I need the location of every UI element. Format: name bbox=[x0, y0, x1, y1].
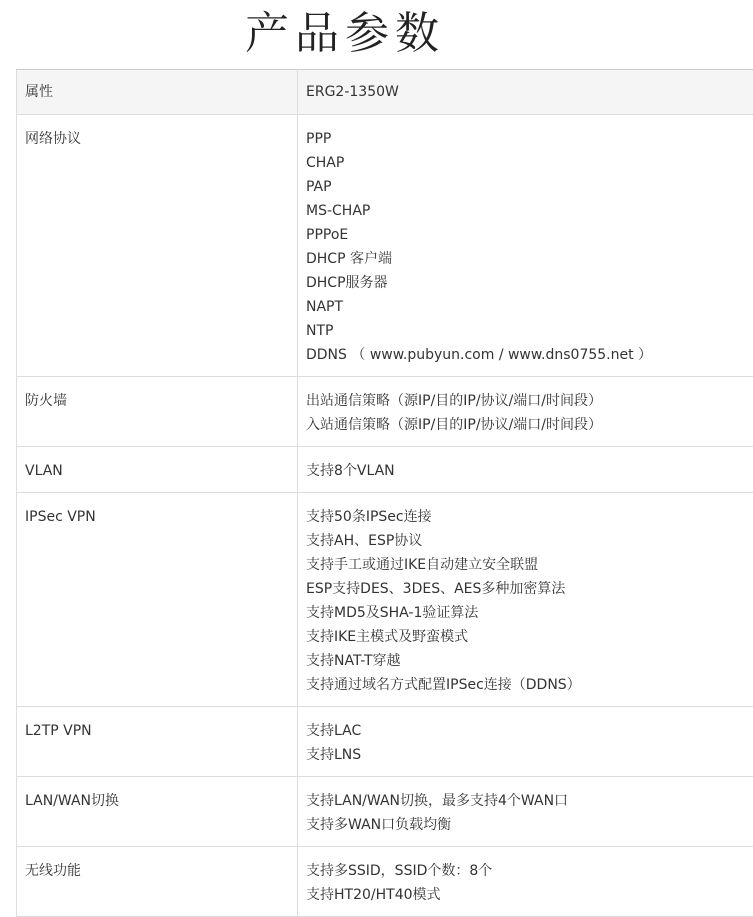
value-line: 支持通过域名方式配置IPSec连接（DDNS） bbox=[306, 673, 746, 697]
table-header-row bbox=[17, 70, 753, 115]
value-line: MS-CHAP bbox=[306, 199, 746, 223]
value-line: 入站通信策略（源IP/目的IP/协议/端口/时间段） bbox=[306, 413, 746, 437]
row-values bbox=[298, 115, 753, 377]
table-row bbox=[17, 115, 753, 377]
value-line: 出站通信策略（源IP/目的IP/协议/端口/时间段） bbox=[306, 389, 746, 413]
value-line: NAPT bbox=[306, 295, 746, 319]
attribute-header: 属性 bbox=[17, 70, 298, 115]
spec-table bbox=[16, 69, 753, 917]
table-row bbox=[17, 493, 753, 707]
value-line: DHCP服务器 bbox=[306, 271, 746, 295]
table-row bbox=[17, 707, 753, 777]
value-line: NTP bbox=[306, 319, 746, 343]
row-label: 网络协议 bbox=[17, 115, 298, 377]
table-row bbox=[17, 377, 753, 447]
row-values bbox=[298, 377, 753, 447]
value-line: 支持8个VLAN bbox=[306, 459, 746, 483]
value-line: 支持HT20/HT40模式 bbox=[306, 883, 746, 907]
value-line: PPPoE bbox=[306, 223, 746, 247]
value-line: ESP支持DES、3DES、AES多种加密算法 bbox=[306, 577, 746, 601]
table-row bbox=[17, 847, 753, 917]
row-label: IPSec VPN bbox=[17, 493, 298, 707]
row-values bbox=[298, 493, 753, 707]
value-line: DDNS （ www.pubyun.com / www.dns0755.net ） bbox=[306, 343, 746, 367]
value-line: 支持MD5及SHA-1验证算法 bbox=[306, 601, 746, 625]
value-line: DHCP 客户端 bbox=[306, 247, 746, 271]
value-line: 支持多SSID，SSID个数：8个 bbox=[306, 859, 746, 883]
value-line: 支持LNS bbox=[306, 743, 746, 767]
row-values bbox=[298, 707, 753, 777]
value-line: 支持LAC bbox=[306, 719, 746, 743]
table-row bbox=[17, 447, 753, 493]
row-label: LAN/WAN切换 bbox=[17, 777, 298, 847]
model-header: ERG2-1350W bbox=[298, 70, 753, 115]
row-label: VLAN bbox=[17, 447, 298, 493]
value-line: 支持手工或通过IKE自动建立安全联盟 bbox=[306, 553, 746, 577]
value-line: PAP bbox=[306, 175, 746, 199]
row-values bbox=[298, 447, 753, 493]
row-values bbox=[298, 777, 753, 847]
value-line: 支持IKE主模式及野蛮模式 bbox=[306, 625, 746, 649]
row-label: 无线功能 bbox=[17, 847, 298, 917]
value-line: 支持50条IPSec连接 bbox=[306, 505, 746, 529]
row-label: 防火墙 bbox=[17, 377, 298, 447]
value-line: 支持多WAN口负载均衡 bbox=[306, 813, 746, 837]
value-line: CHAP bbox=[306, 151, 746, 175]
value-line: 支持AH、ESP协议 bbox=[306, 529, 746, 553]
value-line: 支持NAT-T穿越 bbox=[306, 649, 746, 673]
page-title: 产品参数 bbox=[0, 0, 690, 68]
table-row bbox=[17, 777, 753, 847]
row-label: L2TP VPN bbox=[17, 707, 298, 777]
row-values bbox=[298, 847, 753, 917]
value-line: PPP bbox=[306, 127, 746, 151]
value-line: 支持LAN/WAN切换，最多支持4个WAN口 bbox=[306, 789, 746, 813]
